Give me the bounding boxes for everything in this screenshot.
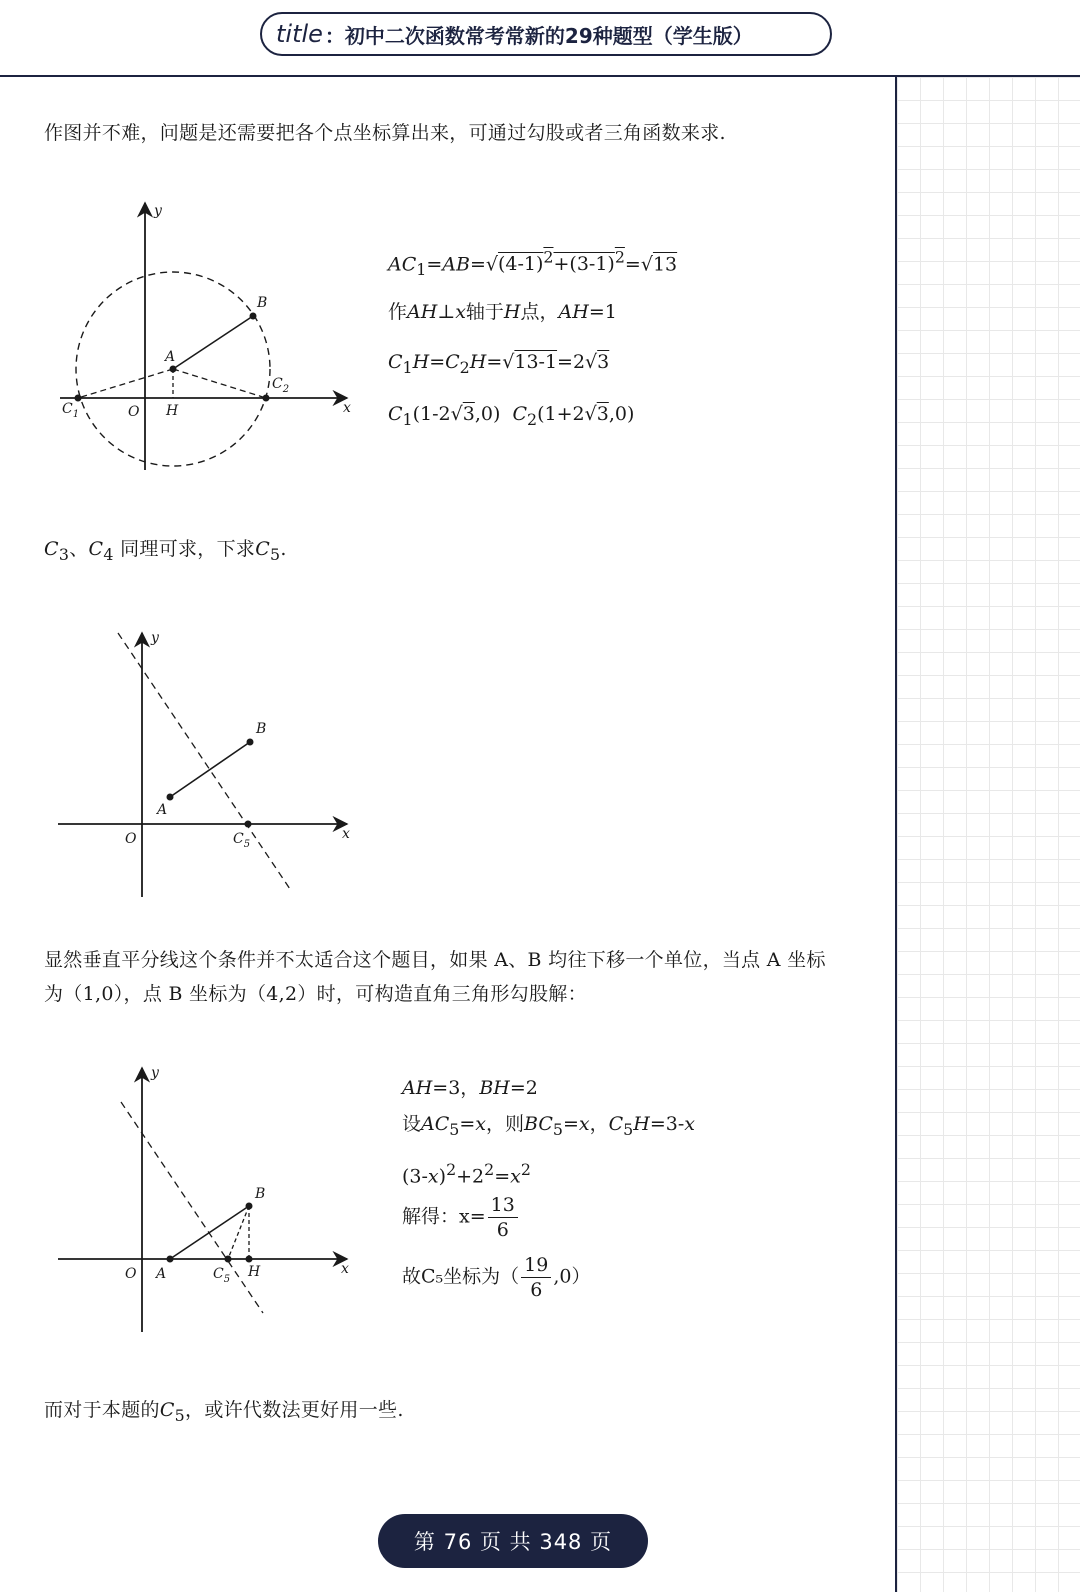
label-c5: $C_5$ bbox=[233, 831, 251, 850]
label-c1: $C_1$ bbox=[62, 401, 80, 420]
paragraph-3-line-2: 为（1,0），点 B 坐标为（4,2）时，可构造直角三角形勾股解： bbox=[44, 983, 587, 1005]
segment-ab bbox=[173, 316, 253, 369]
label-a: A bbox=[157, 802, 168, 818]
label-y: y bbox=[151, 630, 159, 646]
label-h: H bbox=[248, 1264, 261, 1280]
label-b: B bbox=[256, 721, 267, 737]
fig1-eq-4: $C_1(1-2√3,0)$ $C_2(1+2√3,0)$ bbox=[388, 403, 635, 429]
point-a bbox=[170, 366, 177, 373]
figure-3-diagram bbox=[55, 1060, 365, 1345]
fig3-eq-4: 解得：x= $\frac{13}{6}$ bbox=[402, 1193, 520, 1242]
fig1-eq-3: $C_1H=C_2H=√13-1=2√3$ bbox=[388, 351, 610, 377]
fig3-eq-3: $(3-x)^2+2^2=x^2$ bbox=[402, 1160, 531, 1188]
point-c5 bbox=[225, 1256, 232, 1263]
label-a: A bbox=[165, 349, 176, 365]
label-x: x bbox=[342, 826, 350, 842]
figure-2-diagram bbox=[55, 625, 365, 905]
page-indicator: 第 76 页 共 348 页 bbox=[378, 1514, 648, 1568]
label-c5: $C_5$ bbox=[213, 1266, 231, 1285]
point-c2 bbox=[263, 395, 270, 402]
label-x: x bbox=[341, 1261, 349, 1277]
point-b bbox=[247, 739, 254, 746]
paragraph-1: 作图并不难，问题是还需要把各个点坐标算出来，可通过勾股或者三角函数来求. bbox=[44, 122, 726, 144]
point-c5 bbox=[245, 821, 252, 828]
document-title bbox=[260, 12, 832, 56]
segment-ab bbox=[170, 1206, 249, 1259]
point-b bbox=[250, 313, 257, 320]
paragraph-2: $C_3$、$C_4$ 同理可求，下求$C_5$. bbox=[44, 538, 287, 564]
title-prefix: title bbox=[276, 20, 323, 48]
label-x: x bbox=[343, 400, 351, 416]
segment-ac1 bbox=[78, 369, 173, 398]
fig3-eq-2: 设$AC_5=x$，则$BC_5=x$，$C_5H=3-x$ bbox=[402, 1113, 695, 1139]
label-c2: $C_2$ bbox=[272, 376, 290, 395]
label-a: A bbox=[156, 1266, 167, 1282]
point-a bbox=[167, 1256, 174, 1263]
point-c1 bbox=[75, 395, 82, 402]
label-o: O bbox=[128, 404, 140, 420]
label-b: B bbox=[257, 295, 268, 311]
label-y: y bbox=[151, 1065, 159, 1081]
figure-1-diagram bbox=[55, 195, 365, 480]
fig3-eq-5: 故C₅坐标为（ $\frac{19}{6}$ ,0） bbox=[402, 1254, 591, 1301]
segment-ab bbox=[170, 742, 250, 797]
point-a bbox=[167, 794, 174, 801]
grid-note-panel bbox=[895, 77, 1080, 1592]
point-h bbox=[246, 1256, 253, 1263]
segment-ac2 bbox=[173, 369, 266, 398]
label-b: B bbox=[255, 1186, 266, 1202]
fig1-eq-1: $AC_1=AB=√(4-1)^2+(3-1)^2=√13$ bbox=[388, 248, 678, 280]
label-o: O bbox=[125, 831, 137, 847]
title-text: ：初中二次函数常考常新的29种题型（学生版） bbox=[324, 23, 753, 48]
label-o: O bbox=[125, 1266, 137, 1282]
point-b bbox=[246, 1203, 253, 1210]
fig3-eq-1: AH=3，BH=2 bbox=[402, 1077, 538, 1099]
fig1-eq-2: 作AH⊥x轴于H点，AH=1 bbox=[388, 301, 617, 323]
label-y: y bbox=[154, 203, 162, 219]
label-h: H bbox=[166, 403, 179, 419]
paragraph-4: 而对于本题的$C_5$，或许代数法更好用一些. bbox=[44, 1399, 404, 1425]
perpendicular-bisector bbox=[118, 633, 292, 892]
paragraph-3-line-1: 显然垂直平分线这个条件并不太适合这个题目，如果 A、B 均往下移一个单位，当点 A 坐标 bbox=[44, 949, 826, 971]
